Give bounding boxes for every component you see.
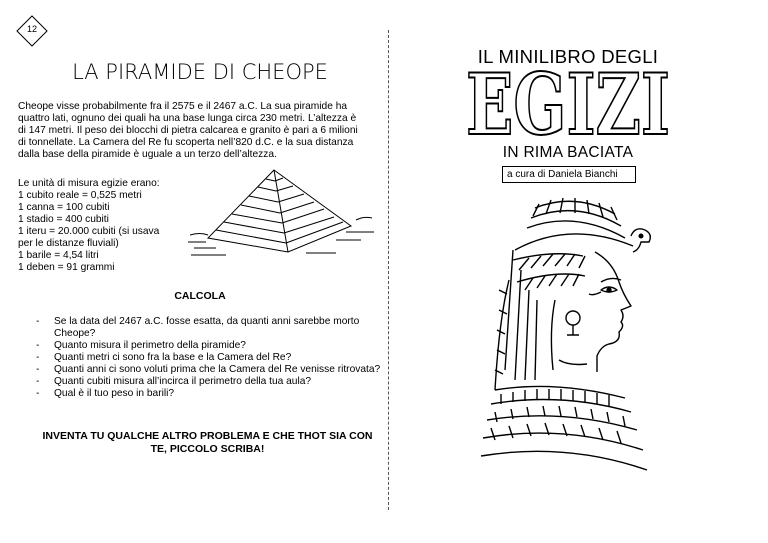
fold-divider <box>388 30 389 510</box>
unit-line: per le distanze fluviali) <box>18 238 119 249</box>
unit-line: 1 barile = 4,54 litri <box>18 250 99 261</box>
questions-list <box>36 316 381 400</box>
page-title: LA PIRAMIDE DI CHEOPE <box>72 60 328 84</box>
intro-line: Cheope visse probabilmente fra il 2575 e il 2467 a.C. La sua piramide ha <box>18 101 348 112</box>
cover-subtitle: IN RIMA BACIATA <box>502 144 634 161</box>
units-list <box>18 178 198 274</box>
page-number: 12 <box>26 24 37 34</box>
question-item: - Quanto misura il perimetro della piramide? <box>36 340 381 352</box>
question-item: - Se la data del 2467 a.C. fosse esatta, da quanti anni sarebbe morto Cheope? <box>36 316 381 340</box>
egizi-logo <box>462 68 674 142</box>
unit-line: 1 iteru = 20.000 cubiti (si usava <box>18 226 160 237</box>
question-item: - Quanti metri ci sono fra la base e la Camera del Re? <box>36 352 381 364</box>
calcola-heading: CALCOLA <box>174 290 226 302</box>
pyramid-illustration <box>186 160 376 260</box>
units-heading: Le unità di misura egizie erano: <box>18 178 160 189</box>
intro-line: di 147 metri. Il peso dei blocchi di pietra calcarea e granito è pari a 6 milioni <box>18 125 358 136</box>
intro-paragraph <box>18 101 388 161</box>
closing-text: INVENTA TU QUALCHE ALTRO PROBLEMA E CHE THOT SIA CON TE, PICCOLO SCRIBA! <box>42 430 373 455</box>
intro-line: di tonnellate. La Camera del Re fu scoperta nell’820 d.C. e la sua distanza <box>18 137 354 148</box>
logo-text: EGIZI <box>466 68 670 142</box>
unit-line: 1 stadio = 400 cubiti <box>18 214 109 225</box>
unit-line: 1 cubito reale = 0,525 metri <box>18 190 142 201</box>
question-item: - Quanti anni ci sono voluti prima che la Camera del Re venisse ritrovata? <box>36 364 381 376</box>
cover-title: IL MINILIBRO DEGLI <box>477 46 659 67</box>
unit-line: 1 deben = 91 grammi <box>18 262 115 273</box>
question-item: - Quanti cubiti misura all’incirca il perimetro della tua aula? <box>36 376 381 388</box>
intro-line: quattro lati, ognuno dei quali ha una base lunga circa 230 metri. L’altezza è <box>18 113 357 124</box>
cleopatra-illustration <box>455 190 685 475</box>
unit-line: 1 canna = 100 cubiti <box>18 202 110 213</box>
question-item: - Qual è il tuo peso in barili? <box>36 388 381 400</box>
page-number-badge <box>16 15 48 47</box>
intro-line: dalla base della piramide è uguale a un terzo dell’altezza. <box>18 149 277 160</box>
author-box: a cura di Daniela Bianchi <box>502 166 636 183</box>
